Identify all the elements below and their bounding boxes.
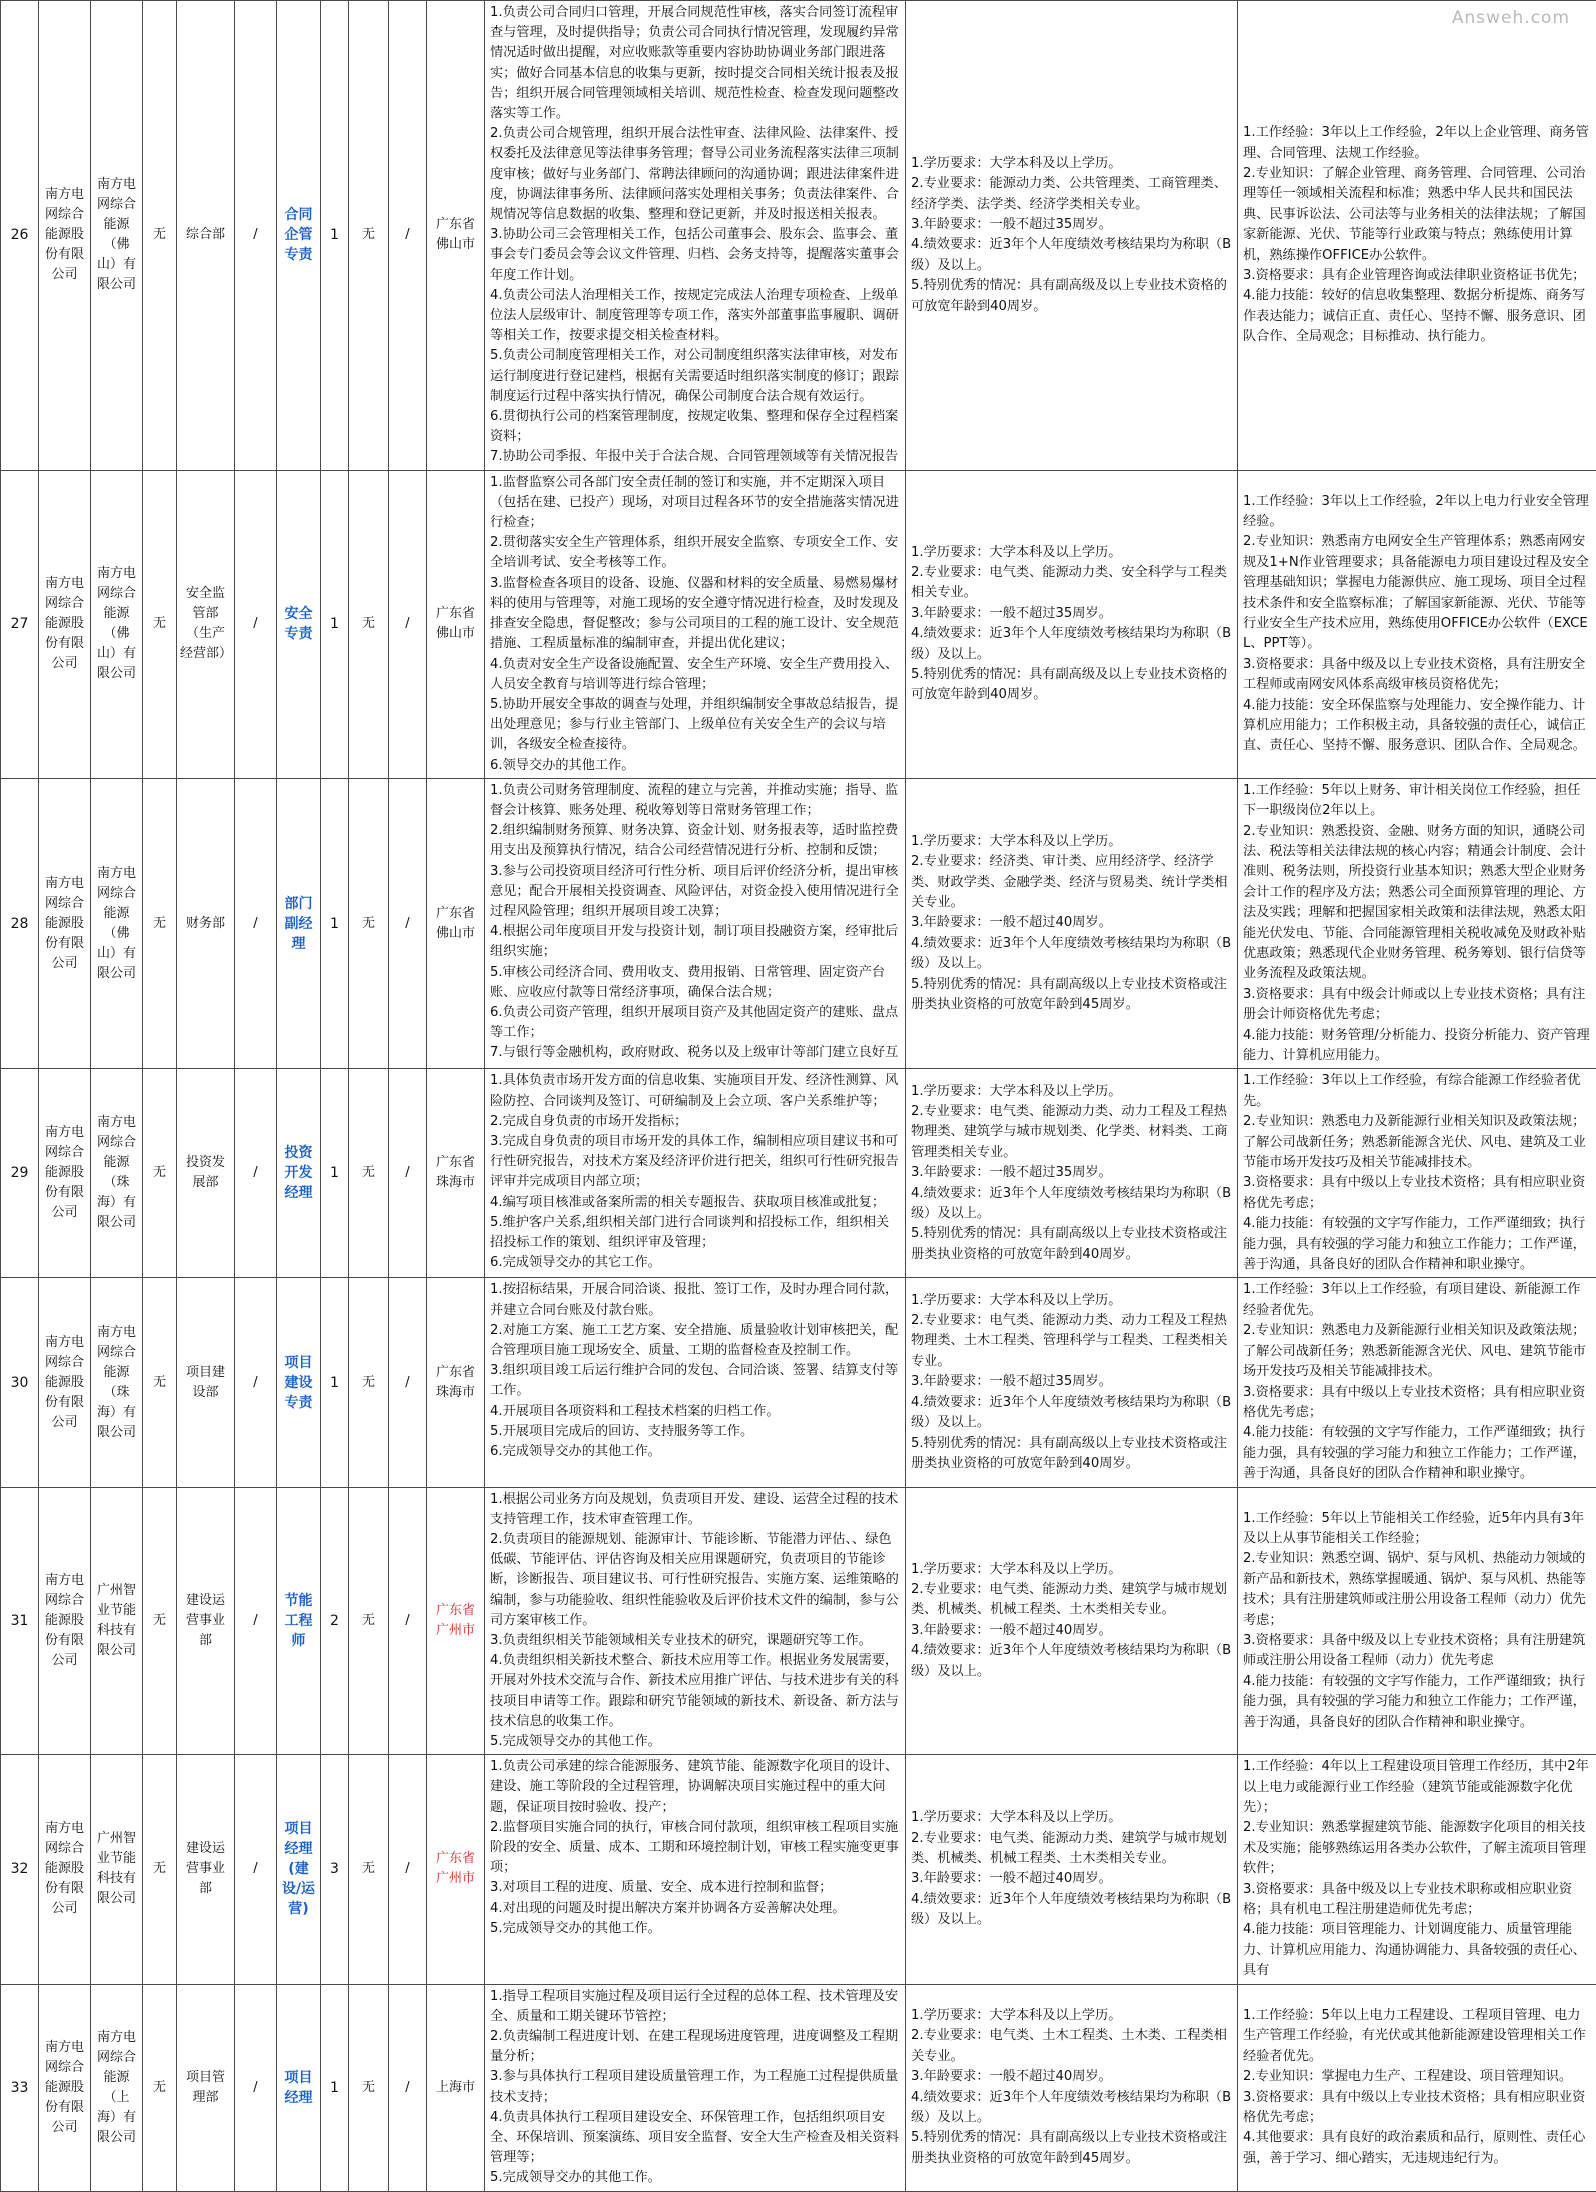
company-name: 南方电网综合能源股份有限公司	[39, 1069, 91, 1278]
basic-requirements-line: 3.年龄要求：一般不超过40周岁。	[911, 1869, 1232, 1889]
qualification-details-line: 4.能力技能：较好的信息收集整理、数据分析提炼、商务写作表达能力；诚信正直、责任心、坚持不懈、服务意识、团队合作、全局观念；目标推动、执行能力。	[1243, 286, 1591, 347]
work-location: 广东省广州市	[427, 1755, 485, 1984]
basic-requirements-line: 4.绩效要求：近3年个人年度绩效考核结果均为称职（B级）及以上。	[911, 1641, 1232, 1682]
qualification-details-line: 3.资格要求：具有中级会计师或以上专业技术资格；具有注册会计师资格优先考虑；	[1243, 985, 1591, 1026]
headcount: 1	[321, 778, 349, 1069]
team-name: /	[235, 1069, 277, 1278]
row-number: 33	[1, 1984, 39, 2191]
basic-requirements	[906, 1069, 1238, 1278]
basic-requirements-line: 1.学历要求：大学本科及以上学历。	[911, 1560, 1232, 1580]
sub-unit: 无	[143, 1487, 177, 1755]
job-duties-line: 3.参与具体执行工程项目建设质量管理工作，为工程施工过程提供质量技术支持；	[490, 2067, 900, 2107]
department-name: 项目管理部	[177, 1984, 235, 2191]
job-duties-line: 4.开展项目各项资料和工程技术档案的归档工作。	[490, 1402, 900, 1422]
restriction: 无	[349, 470, 389, 778]
basic-requirements-line: 3.年龄要求：一般不超过40周岁。	[911, 2067, 1232, 2087]
qualification-details-line: 2.专业知识：掌握电力生产、工程建设、项目管理知识。	[1243, 2067, 1591, 2087]
company-name: 南方电网综合能源股份有限公司	[39, 1487, 91, 1755]
basic-requirements-line: 1.学历要求：大学本科及以上学历。	[911, 1808, 1232, 1828]
unit-name: 南方电网综合能源（上海）有限公司	[91, 1984, 143, 2191]
job-duties	[485, 1487, 906, 1755]
job-duties-line: 4.负责公司法人治理相关工作，按规定完成法人治理专项检查、上级单位法人层级审计、制度管理等专项工作，落实外部董事监事履职、调研等相关工作，按要求提交相关检查材料。	[490, 286, 900, 347]
basic-requirements-line: 5.特别优秀的情况：具有副高级及以上专业技术资格的可放宽年龄到40周岁。	[911, 276, 1232, 317]
qualification-details-line: 4.能力技能：安全环保监察与处理能力、安全操作能力、计算机应用能力；工作积极主动，具备较强的责任心，诚信正直、责任心、坚持不懈、服务意识、团队合作、全局观念。	[1243, 696, 1591, 757]
basic-requirements-line: 2.专业要求：电气类、能源动力类、建筑学与城市规划类、机械类、机械工程类、土木类相关专业。	[911, 1580, 1232, 1621]
other-field: /	[389, 1278, 427, 1487]
headcount: 1	[321, 1069, 349, 1278]
company-name: 南方电网综合能源股份有限公司	[39, 1, 91, 471]
job-duties-line: 1.负责公司承建的综合能源服务、建筑节能、能源数字化项目的设计、建设、施工等阶段的全过程管理，协调解决项目实施过程中的重大问题，保证项目按时验收、投产；	[490, 1757, 900, 1818]
basic-requirements-line: 3.年龄要求：一般不超过40周岁。	[911, 913, 1232, 933]
job-duties	[485, 778, 906, 1069]
basic-requirements-line: 3.年龄要求：一般不超过40周岁。	[911, 1621, 1232, 1641]
job-duties-line: 5.审核公司经济合同、费用收支、费用报销、日常管理、固定资产台账、应收应付款等日常经济事项，确保合法合规；	[490, 963, 900, 1003]
team-name: /	[235, 1487, 277, 1755]
position-name: 部门副经理	[277, 778, 321, 1069]
position-name: 安全专责	[277, 470, 321, 778]
basic-requirements-line: 4.绩效要求：近3年个人年度绩效考核结果均为称职（B级）及以上。	[911, 934, 1232, 975]
job-duties-line: 1.指导工程项目实施过程及项目运行全过程的总体工程、技术管理及安全、质量和工期关键环节管控；	[490, 1987, 900, 2027]
table-row	[1, 778, 1596, 1069]
position-name: 节能工程师	[277, 1487, 321, 1755]
job-duties-line: 6.贯彻执行公司的档案管理制度，按规定收集、整理和保存全过程档案资料；	[490, 407, 900, 447]
company-name: 南方电网综合能源股份有限公司	[39, 1984, 91, 2191]
job-duties-line: 4.负责具体执行工程项目建设安全、环保管理工作，包括组织项目安全、环保培训、预案演练、项目安全监督、安全大生产检查及相关资料管理等；	[490, 2108, 900, 2169]
qualification-details	[1238, 470, 1596, 778]
basic-requirements-line: 4.绩效要求：近3年个人年度绩效考核结果均为称职（B级）及以上。	[911, 2088, 1232, 2129]
basic-requirements-line: 4.绩效要求：近3年个人年度绩效考核结果均为称职（B级）及以上。	[911, 1890, 1232, 1931]
table-row	[1, 1, 1596, 471]
basic-requirements-line: 2.专业要求：电气类、能源动力类、安全科学与工程类相关专业。	[911, 563, 1232, 604]
department-name: 综合部	[177, 1, 235, 471]
job-duties-line: 3.对项目工程的进度、质量、安全、成本进行控制和监督；	[490, 1878, 900, 1898]
job-duties-line: 6.领导交办的其他工作。	[490, 756, 900, 776]
basic-requirements-line: 4.绩效要求：近3年个人年度绩效考核结果均为称职（B级）及以上。	[911, 624, 1232, 665]
work-location: 广东省佛山市	[427, 1, 485, 471]
job-duties-line: 4.负责组织相关新技术整合、新技术应用等工作。根据业务发展需要，开展对外技术交流与合作、新技术应用推广评估、与技术进步有关的科技项目申请等工作。跟踪和研究节能领域的新技术、新设备、新方法与技术信息的收集工作。	[490, 1651, 900, 1732]
job-duties-line: 2.负责项目的能源规划、能源审计、节能诊断、节能潜力评估、、绿色低碳、节能评估、评估咨询及相关应用课题研究，负责项目的节能诊断，诊断报告、项目建议书、可行性研究报告、实施方案、运维策略的编制，参与功能验收、组织性能验收及后评价技术文件的编制，参与公司方案审核工作。	[490, 1530, 900, 1631]
qualification-details	[1238, 1, 1596, 471]
row-number: 30	[1, 1278, 39, 1487]
headcount: 3	[321, 1755, 349, 1984]
row-number: 26	[1, 1, 39, 471]
qualification-details-line: 4.能力技能：有较强的文字写作能力，工作严谨细致；执行能力强，具有较强的学习能力和独立工作能力；工作严谨，善于沟通，具备良好的团队合作精神和职业操守。	[1243, 1423, 1591, 1484]
qualification-details	[1238, 1755, 1596, 1984]
basic-requirements-line: 3.年龄要求：一般不超过35周岁。	[911, 604, 1232, 624]
basic-requirements-line: 1.学历要求：大学本科及以上学历。	[911, 2006, 1232, 2026]
job-duties-line: 7.与银行等金融机构，政府财政、税务以及上级审计等部门建立良好互	[490, 1043, 900, 1063]
other-field: /	[389, 470, 427, 778]
basic-requirements-line: 1.学历要求：大学本科及以上学历。	[911, 1082, 1232, 1102]
basic-requirements-line: 4.绩效要求：近3年个人年度绩效考核结果均为称职（B级）及以上。	[911, 1393, 1232, 1434]
job-duties-line: 2.负责公司合规管理，组织开展合法性审查、法律风险、法律案件、授权委托及法律意见等法律事务管理；督导公司业务流程落实法律三项制度审核；做好与业务部门、常聘法律顾问的沟通协调；跟进法律案件进度，协调法律事务所、法律顾问落实处理相关事务；负责法律案件、合规情况等信息数据的收集、整理和登记更新，并及时报送相关报表。	[490, 124, 900, 225]
table-body	[1, 1, 1596, 2192]
team-name: /	[235, 470, 277, 778]
sub-unit: 无	[143, 1, 177, 471]
job-duties-line: 5.开展项目完成后的回访、支持服务等工作。	[490, 1422, 900, 1442]
qualification-details-line: 3.资格要求：具备中级及以上专业技术职称或相应职业资格；具有机电工程注册建造师优先考虑；	[1243, 1880, 1591, 1921]
restriction: 无	[349, 778, 389, 1069]
job-duties-line: 1.监督监察公司各部门安全责任制的签订和实施，并不定期深入项目（包括在建、已投产）现场，对项目过程各环节的安全措施落实情况进行检查；	[490, 473, 900, 534]
restriction: 无	[349, 1, 389, 471]
qualification-details-line: 2.专业知识：熟悉电力及新能源行业相关知识及政策法规；了解公司战新任务；熟悉新能源含光伏、风电、建筑节能市场开发技巧及相关节能减排技术。	[1243, 1321, 1591, 1382]
qualification-details-line: 2.专业知识：熟悉空调、锅炉、泵与风机、热能动力领域的新产品和新技术，熟练掌握暖通、锅炉、泵与风机、热能等技术；具有注册建筑师或注册公用设备工程师（动力）优先考虑；	[1243, 1549, 1591, 1631]
team-name: /	[235, 1, 277, 471]
job-duties-line: 2.监督项目实施合同的执行，审核合同付款项，组织审核工程项目实施阶段的安全、质量、成本、工期和环境控制计划，审核工程实施变更事项；	[490, 1818, 900, 1879]
position-name: 合同企管专责	[277, 1, 321, 471]
team-name: /	[235, 778, 277, 1069]
basic-requirements-line: 2.专业要求：电气类、能源动力类、建筑学与城市规划类、机械类、机械工程类、土木类相关专业。	[911, 1829, 1232, 1870]
qualification-details-line: 1.工作经验：3年以上工作经验，有项目建设、新能源工作经验者优先。	[1243, 1280, 1591, 1321]
other-field: /	[389, 1984, 427, 2191]
job-duties	[485, 1069, 906, 1278]
unit-name: 广州智业节能科技有限公司	[91, 1755, 143, 1984]
department-name: 安全监管部（生产经营部）	[177, 470, 235, 778]
job-duties-line: 5.负责公司制度管理相关工作，对公司制度组织落实法律审核，对发布运行制度进行登记建档，根据有关需要适时组织落实制度的修订；跟踪制度运行过程中落实执行情况，确保公司制度合法合规有效运行。	[490, 346, 900, 407]
table-row	[1, 1984, 1596, 2191]
work-location: 广东省广州市	[427, 1487, 485, 1755]
basic-requirements	[906, 1, 1238, 471]
basic-requirements-line: 2.专业要求：电气类、土木工程类、土木类、工程类相关专业。	[911, 2026, 1232, 2067]
company-name: 南方电网综合能源股份有限公司	[39, 778, 91, 1069]
basic-requirements	[906, 1984, 1238, 2191]
department-name: 建设运营事业部	[177, 1487, 235, 1755]
basic-requirements	[906, 778, 1238, 1069]
department-name: 投资发展部	[177, 1069, 235, 1278]
qualification-details-line: 3.资格要求：具有中级以上专业技术资格；具有相应职业资格优先考虑；	[1243, 2088, 1591, 2129]
work-location: 广东省珠海市	[427, 1278, 485, 1487]
basic-requirements-line: 1.学历要求：大学本科及以上学历。	[911, 543, 1232, 563]
headcount: 1	[321, 1278, 349, 1487]
position-name: 项目建设专责	[277, 1278, 321, 1487]
sub-unit: 无	[143, 1069, 177, 1278]
other-field: /	[389, 1069, 427, 1278]
job-duties-line: 1.具体负责市场开发方面的信息收集、实施项目开发、经济性测算、风险防控、合同谈判及签订、可研编制及上会立项、客户关系维护等；	[490, 1071, 900, 1111]
job-duties-line: 4.编写项目核准或备案所需的相关专题报告、获取项目核准或批复；	[490, 1193, 900, 1213]
department-name: 建设运营事业部	[177, 1755, 235, 1984]
job-duties-line: 3.协助公司三会管理相关工作，包括公司董事会、股东会、监事会、董事会专门委员会等会议文件管理、归档、会务支持等，提醒落实董事会年度工作计划。	[490, 225, 900, 286]
sub-unit: 无	[143, 1984, 177, 2191]
job-duties-line: 3.参与公司投资项目经济可行性分析、项目后评价经济分析，提出审核意见；配合开展相关投资调查、风险评估，对资金投入使用情况进行全过程风险管理；组织开展项目竣工决算；	[490, 862, 900, 923]
basic-requirements-line: 3.年龄要求：一般不超过35周岁。	[911, 1372, 1232, 1392]
job-duties-line: 5.完成领导交办的其他工作。	[490, 2168, 900, 2188]
job-duties	[485, 1755, 906, 1984]
basic-requirements-line: 1.学历要求：大学本科及以上学历。	[911, 154, 1232, 174]
qualification-details-line: 1.工作经验：5年以上电力工程建设、工程项目管理、电力生产管理工作经验，有光伏或其他新能源建设管理相关工作经验者优先。	[1243, 2006, 1591, 2067]
headcount: 2	[321, 1487, 349, 1755]
headcount: 1	[321, 1984, 349, 2191]
qualification-details-line: 1.工作经验：5年以上节能相关工作经验，近5年内具有3年及以上从事节能相关工作经验；	[1243, 1509, 1591, 1550]
basic-requirements-line: 4.绩效要求：近3年个人年度绩效考核结果均为称职（B级）及以上。	[911, 235, 1232, 276]
unit-name: 广州智业节能科技有限公司	[91, 1487, 143, 1755]
qualification-details	[1238, 1069, 1596, 1278]
restriction: 无	[349, 1755, 389, 1984]
company-name: 南方电网综合能源股份有限公司	[39, 1755, 91, 1984]
other-field: /	[389, 778, 427, 1069]
qualification-details	[1238, 1278, 1596, 1487]
job-duties-line: 7.协助公司季报、年报中关于合法合规、合同管理领域等有关情况报告	[490, 447, 900, 467]
basic-requirements	[906, 470, 1238, 778]
work-location: 广东省珠海市	[427, 1069, 485, 1278]
job-duties-line: 3.监督检查各项目的设备、设施、仪器和材料的安全质量、易燃易爆材料的使用与管理等，对施工现场的安全遵守情况进行检查，及时发现及排查安全隐患，督促整改；参与公司项目的工程的施工设计、安全规范措施、工程质量标准的编制审查，并提出优化建议；	[490, 574, 900, 655]
department-name: 财务部	[177, 778, 235, 1069]
table-row	[1, 1755, 1596, 1984]
qualification-details-line: 3.资格要求：具有中级以上专业技术资格；具有相应职业资格优先考虑；	[1243, 1173, 1591, 1214]
job-duties-line: 1.负责公司财务管理制度、流程的建立与完善，并推动实施；指导、监督会计核算、账务处理、税收筹划等日常财务管理工作；	[490, 781, 900, 821]
qualification-details-line: 4.能力技能：有较强的文字写作能力，工作严谨细致；执行能力强，具有较强的学习能力和独立工作能力；工作严谨，善于沟通，具备良好的团队合作精神和职业操守。	[1243, 1672, 1591, 1733]
basic-requirements-line: 4.绩效要求：近3年个人年度绩效考核结果均为称职（B级）及以上。	[911, 1184, 1232, 1225]
position-name: 项目经理(建设/运营)	[277, 1755, 321, 1984]
row-number: 27	[1, 470, 39, 778]
qualification-details-line: 1.工作经验：3年以上工作经验，2年以上企业管理、商务管理、合同管理、法规工作经验。	[1243, 123, 1591, 164]
watermark-text: Answeh.com	[1452, 8, 1570, 28]
sub-unit: 无	[143, 1278, 177, 1487]
team-name: /	[235, 1278, 277, 1487]
qualification-details-line: 1.工作经验：4年以上工程建设项目管理工作经历，其中2年以上电力或能源行业工作经验（建筑节能或能源数字化优先）；	[1243, 1757, 1591, 1818]
qualification-details-line: 2.专业知识：熟悉电力及新能源行业相关知识及政策法规；了解公司战新任务；熟悉新能源含光伏、风电、建筑及工业节能市场开发技巧及相关节能减排技术。	[1243, 1112, 1591, 1173]
qualification-details-line: 3.资格要求：具备中级及以上专业技术资格，具有注册安全工程师或南网安风体系高级审核员资格优先；	[1243, 655, 1591, 696]
other-field: /	[389, 1, 427, 471]
other-field: /	[389, 1755, 427, 1984]
team-name: /	[235, 1755, 277, 1984]
basic-requirements	[906, 1278, 1238, 1487]
unit-name: 南方电网综合能源（佛山）有限公司	[91, 1, 143, 471]
department-name: 项目建设部	[177, 1278, 235, 1487]
table-row	[1, 1069, 1596, 1278]
basic-requirements-line: 3.年龄要求：一般不超过35周岁。	[911, 215, 1232, 235]
basic-requirements-line: 5.特别优秀的情况：具有副高级以上专业技术资格或注册类执业资格的可放宽年龄到40周岁。	[911, 1434, 1232, 1475]
unit-name: 南方电网综合能源（佛山）有限公司	[91, 470, 143, 778]
sub-unit: 无	[143, 778, 177, 1069]
qualification-details-line: 1.工作经验：3年以上工作经验，2年以上电力行业安全管理经验。	[1243, 492, 1591, 533]
work-location: 广东省佛山市	[427, 778, 485, 1069]
table-row	[1, 1278, 1596, 1487]
job-duties-line: 5.完成领导交办的其他工作。	[490, 1919, 900, 1939]
headcount: 1	[321, 470, 349, 778]
job-duties-line: 2.对施工方案、施工工艺方案、安全措施、质量验收计划审核把关，配合管理项目施工现场安全、质量、工期的监督检查及控制工作。	[490, 1321, 900, 1361]
basic-requirements	[906, 1487, 1238, 1755]
job-duties-line: 5.完成领导交办的其他工作。	[490, 1732, 900, 1752]
position-name: 投资开发经理	[277, 1069, 321, 1278]
qualification-details-line: 1.工作经验：5年以上财务、审计相关岗位工作经验，担任下一职级岗位2年以上。	[1243, 781, 1591, 822]
job-duties-line: 6.完成领导交办的其他工作。	[490, 1442, 900, 1462]
job-duties-line: 4.对出现的问题及时提出解决方案并协调各方妥善解决处理。	[490, 1899, 900, 1919]
basic-requirements-line: 1.学历要求：大学本科及以上学历。	[911, 832, 1232, 852]
qualification-details-line: 2.专业知识：了解企业管理、商务管理、合同管理、公司治理等任一领域相关流程和标准；熟悉中华人民共和国民法典、民事诉讼法、公司法等与业务相关的法律法规；了解国家新能源、光伏、节能等行业政策与特点；熟练使用计算机，熟练操作OFFICE办公软件。	[1243, 164, 1591, 266]
job-duties-line: 2.完成自身负责的市场开发指标；	[490, 1112, 900, 1132]
team-name: /	[235, 1984, 277, 2191]
basic-requirements-line: 2.专业要求：电气类、能源动力类、动力工程及工程热物理类、土木工程类、管理科学与工程类、工程类相关专业。	[911, 1311, 1232, 1372]
qualification-details-line: 3.资格要求：具备中级及以上专业技术资格；具有注册建筑师或注册公用设备工程师（动力）优先考虑	[1243, 1631, 1591, 1672]
job-duties-line: 4.根据公司年度项目开发与投资计划，制订项目投融资方案，经审批后组织实施；	[490, 922, 900, 962]
basic-requirements-line: 3.年龄要求：一般不超过35周岁。	[911, 1163, 1232, 1183]
row-number: 31	[1, 1487, 39, 1755]
basic-requirements-line: 2.专业要求：经济类、审计类、应用经济学、经济学类、财政学类、金融学类、经济与贸易类、统计学类相关专业。	[911, 852, 1232, 913]
position-name: 项目经理	[277, 1984, 321, 2191]
job-duties-line: 2.负责编制工程进度计划、在建工程现场进度管理，进度调整及工程期量分析；	[490, 2027, 900, 2067]
job-duties-line: 1.负责公司合同归口管理，开展合同规范性审核，落实合同签订流程审查与管理，及时提供指导；负责公司合同执行情况管理，发现履约异常情况适时做出提醒，对应收账款等重要内容协助协调业务部门跟进落实；做好合同基本信息的收集与更新，按时提交合同相关统计报表及报告；组织开展合同管理领域相关培训、规范性检查、检查发现问题整改落实等工作。	[490, 3, 900, 124]
job-duties-line: 4.负责对安全生产设备设施配置、安全生产环境、安全生产费用投入、人员安全教育与培训等进行综合管理；	[490, 655, 900, 695]
row-number: 29	[1, 1069, 39, 1278]
job-duties-line: 2.贯彻落实安全生产管理体系，组织开展安全监察、专项安全工作、安全培训考试、安全考核等工作。	[490, 533, 900, 573]
qualification-details	[1238, 778, 1596, 1069]
basic-requirements-line: 2.专业要求：能源动力类、公共管理类、工商管理类、经济学类、法学类、经济学类相关专业。	[911, 174, 1232, 215]
basic-requirements-line: 2.专业要求：电气类、能源动力类、动力工程及工程热物理类、建筑学与城市规划类、化学类、材料类、工商管理类相关专业。	[911, 1102, 1232, 1163]
job-duties-line: 6.负责公司资产管理，组织开展项目资产及其他固定资产的建账、盘点等工作；	[490, 1003, 900, 1043]
qualification-details-line: 4.其他要求：具有良好的政治素质和品行，原则性、责任心强，善于学习、细心踏实，无违规违纪行为。	[1243, 2128, 1591, 2169]
job-duties-line: 1.按招标结果，开展合同洽谈、报批、签订工作，及时办理合同付款，并建立合同台账及付款台账。	[490, 1280, 900, 1320]
job-duties-line: 5.维护客户关系,组织相关部门进行合同谈判和招投标工作，组织相关招投标工作的策划、组织评审及管理；	[490, 1213, 900, 1253]
row-number: 28	[1, 778, 39, 1069]
qualification-details-line: 4.能力技能：财务管理/分析能力、投资分析能力、资产管理能力、计算机应用能力。	[1243, 1026, 1591, 1067]
qualification-details-line: 3.资格要求：具有中级以上专业技术资格；具有相应职业资格优先考虑；	[1243, 1383, 1591, 1424]
basic-requirements-line: 5.特别优秀的情况：具有副高级以上专业技术资格或注册类执业资格的可放宽年龄到45周岁。	[911, 975, 1232, 1016]
job-duties	[485, 1984, 906, 2191]
work-location: 上海市	[427, 1984, 485, 2191]
table-row	[1, 470, 1596, 778]
job-duties	[485, 1278, 906, 1487]
basic-requirements	[906, 1755, 1238, 1984]
other-field: /	[389, 1487, 427, 1755]
company-name: 南方电网综合能源股份有限公司	[39, 1278, 91, 1487]
job-duties-line: 3.组织项目竣工后运行维护合同的发包、合同洽谈、签署、结算支付等工作。	[490, 1361, 900, 1401]
job-duties-line: 3.完成自身负责的项目市场开发的具体工作，编制相应项目建议书和可行性研究报告，对技术方案及经济评价进行把关，组织可行性研究报告评审并完成项目内部立项；	[490, 1132, 900, 1193]
job-duties-line: 6.完成领导交办的其它工作。	[490, 1253, 900, 1273]
qualification-details-line: 2.专业知识：熟悉南方电网安全生产管理体系；熟悉南网安规及1+N作业管理要求；具备能源电力项目建设过程及安全管理基础知识；掌握电力能源供应、施工现场、项目全过程技术条件和安全监察标准；了解国家新能源、光伏、节能等行业安全生产技术应用，熟练使用OFFICE办公软件（EXCEL、PPT等）。	[1243, 532, 1591, 654]
restriction: 无	[349, 1278, 389, 1487]
basic-requirements-line: 5.特别优秀的情况：具有副高级以上专业技术资格或注册类执业资格的可放宽年龄到45周岁。	[911, 2128, 1232, 2169]
qualification-details-line: 3.资格要求：具有企业管理咨询或法律职业资格证书优先；	[1243, 266, 1591, 286]
basic-requirements-line: 5.特别优秀的情况：具有副高级及以上专业技术资格的可放宽年龄到40周岁。	[911, 665, 1232, 706]
unit-name: 南方电网综合能源（珠海）有限公司	[91, 1069, 143, 1278]
qualification-details	[1238, 1487, 1596, 1755]
table-row	[1, 1487, 1596, 1755]
job-duties-line: 3.负责组织相关节能领域相关专业技术的研究，课题研究等工作。	[490, 1631, 900, 1651]
qualification-details-line: 2.专业知识：熟悉投资、金融、财务方面的知识，通晓公司法、税法等相关法律法规的核心内容；精通会计制度、会计准则、税务法则，所投资行业基本知识；熟悉大型企业财务会计工作的程序及方法；熟悉公司全面预算管理的理论、方法及实践；理解和把握国家相关政策和法律法规，熟悉太阳能光伏发电、节能、合同能源管理相关税收减免及财政补贴优惠政策；熟悉现代企业财务管理、税务筹划、银行信贷等业务流程及政策法规。	[1243, 822, 1591, 985]
basic-requirements-line: 1.学历要求：大学本科及以上学历。	[911, 1291, 1232, 1311]
work-location: 广东省佛山市	[427, 470, 485, 778]
job-duties-line: 5.协助开展安全事故的调查与处理，并组织编制安全事故总结报告，提出处理意见；参与行业主管部门、上级单位有关安全生产的会议与培训，各级安全检查接待。	[490, 695, 900, 756]
job-duties-line: 1.根据公司业务方向及规划，负责项目开发、建设、运营全过程的技术支持管理工作，技术审查管理工作。	[490, 1490, 900, 1530]
restriction: 无	[349, 1487, 389, 1755]
restriction: 无	[349, 1069, 389, 1278]
job-duties	[485, 1, 906, 471]
row-number: 32	[1, 1755, 39, 1984]
company-name: 南方电网综合能源股份有限公司	[39, 470, 91, 778]
qualification-details-line: 4.能力技能：项目管理能力、计划调度能力、质量管理能力、计算机应用能力、沟通协调能力、具备较强的责任心、具有	[1243, 1920, 1591, 1981]
qualification-details-line: 4.能力技能：有较强的文字写作能力，工作严谨细致；执行能力强，具有较强的学习能力和独立工作能力；工作严谨，善于沟通，具备良好的团队合作精神和职业操守。	[1243, 1214, 1591, 1275]
qualification-details-line: 1.工作经验：3年以上工作经验，有综合能源工作经验者优先。	[1243, 1071, 1591, 1112]
qualification-details-line: 2.专业知识：熟悉掌握建筑节能、能源数字化项目的相关技术及实施；能够熟练运用各类办公软件，了解主流项目管理软件；	[1243, 1818, 1591, 1879]
basic-requirements-line: 5.特别优秀的情况：具有副高级以上专业技术资格或注册类执业资格的可放宽年龄到40周岁。	[911, 1224, 1232, 1265]
sub-unit: 无	[143, 1755, 177, 1984]
sub-unit: 无	[143, 470, 177, 778]
restriction: 无	[349, 1984, 389, 2191]
unit-name: 南方电网综合能源（佛山）有限公司	[91, 778, 143, 1069]
unit-name: 南方电网综合能源（珠海）有限公司	[91, 1278, 143, 1487]
headcount: 1	[321, 1, 349, 471]
job-duties	[485, 470, 906, 778]
qualification-details	[1238, 1984, 1596, 2191]
job-duties-line: 2.组织编制财务预算、财务决算、资金计划、财务报表等，适时监控费用支出及预算执行情况，结合公司经营情况进行分析、控制和反馈；	[490, 821, 900, 861]
